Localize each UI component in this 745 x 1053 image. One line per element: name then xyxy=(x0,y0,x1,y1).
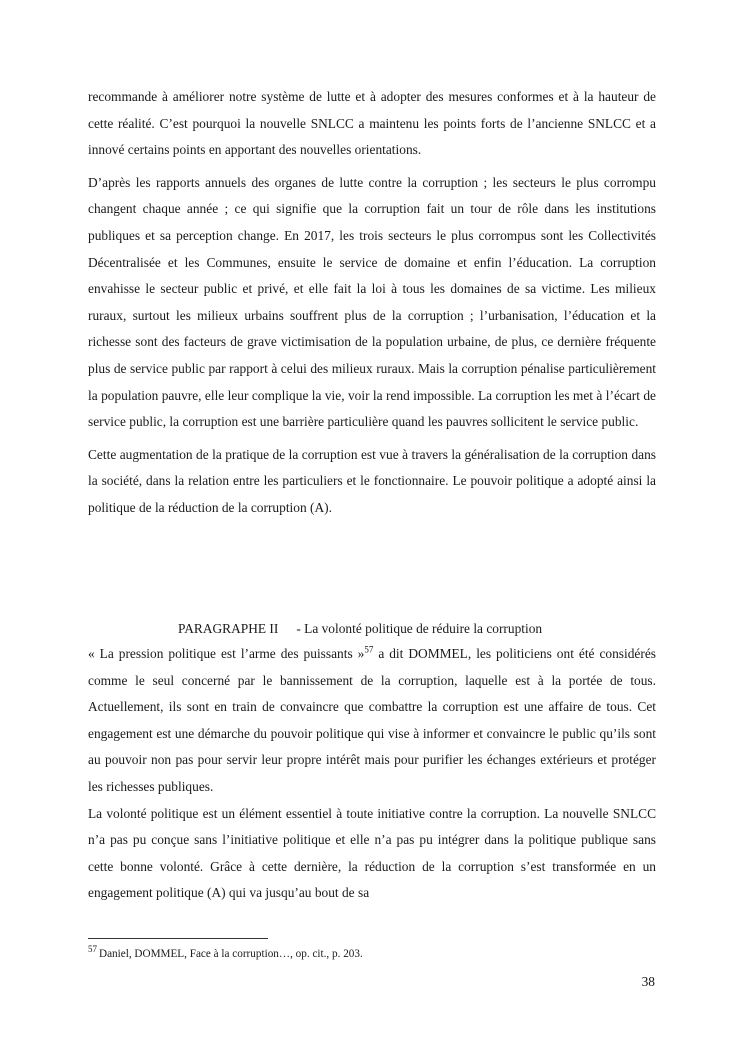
body-paragraph-1: recommande à améliorer notre système de lutte et à adopter des mesures conformes et à la hauteur de cette réalité. C’est pourquoi la nouvelle SNLCC a maintenu les points forts de l’ancienne SNLCC et a innové certains points en apportant des nouvelles orientations. xyxy=(88,89,656,158)
quote-paragraph xyxy=(88,641,656,801)
section-body xyxy=(88,641,656,907)
body-paragraph-2: D’après les rapports annuels des organes de lutte contre la corruption ; les secteurs le plus corrompu changent chaque année ; ce qui signifie que la corruption fait un tour de rôle dans les institutions publiques et sa perception change. En 2017, les trois secteurs le plus corrompus sont les Collectivités Décentralisée et les Communes, ensuite le service de domaine et enfin l’éducation. La corruption envahisse le secteur public et privé, et elle fait la loi à tous les domaines de sa victime. Les milieux ruraux, surtout les milieux urbains souffrent plus de la corruption ; l’urbanisation, l’éducation et la richesse sont des facteurs de grave victimisation de la population urbaine, de plus, ce dernière fréquente plus de service public par rapport à celui des milieux ruraux. Mais la corruption pénalise particulièrement la population pauvre, elle leur complique la vie, voir la rend impossible. La corruption les met à l’écart de service public, la corruption est une barrière particulière quand les pauvres sollicitent le service public. xyxy=(88,174,656,430)
quote-continuation: a dit DOMMEL, les politiciens ont été considérés comme le seul concerné par le bannissement de la corruption, laquelle est à la portée de tous. Actuellement, ils sont en train de convaincre que combattre la corruption est une affaire de tous. Cet engagement est une démarche du pouvoir politique qui vise à informer et convaincre le public qu’ils sont au pouvoir non pas pour servir leur propre intérêt mais pour purifier les échanges extérieurs et protéger les richesses publiques. xyxy=(88,646,656,794)
footnote-text: Daniel, DOMMEL, Face à la corruption…, op. cit., p. 203. xyxy=(99,948,363,960)
footnote xyxy=(88,946,363,962)
section-title: - La volonté politique de réduire la corruption xyxy=(296,621,543,636)
footnote-ref[interactable]: 57 xyxy=(364,644,374,655)
footnote-divider xyxy=(88,938,268,939)
page-number: 38 xyxy=(641,974,655,989)
footnote-number: 57 xyxy=(88,944,97,955)
body-paragraph-last: La volonté politique est un élément essentiel à toute initiative contre la corruption. La nouvelle SNLCC n’a pas pu conçue sans l’initiative politique et elle n’a pas pu intégrer dans la politique publique sans cette bonne volonté. Grâce à cette dernière, la réduction de la corruption s’est transformée en un engagement politique (A) qui va jusqu’au bout de sa xyxy=(88,805,656,901)
document-page xyxy=(88,84,656,901)
body-paragraph-3: Cette augmentation de la pratique de la corruption est vue à travers la généralisation de la corruption dans la société, dans la relation entre les particuliers et le fonctionnaire. Le pouvoir politique a adopté ainsi la politique de la réduction de la corruption (A). xyxy=(88,446,656,515)
quote-text: « La pression politique est l’arme des puissants » xyxy=(88,646,365,661)
section-heading xyxy=(178,619,542,639)
section-label: PARAGRAPHE II xyxy=(178,621,279,636)
